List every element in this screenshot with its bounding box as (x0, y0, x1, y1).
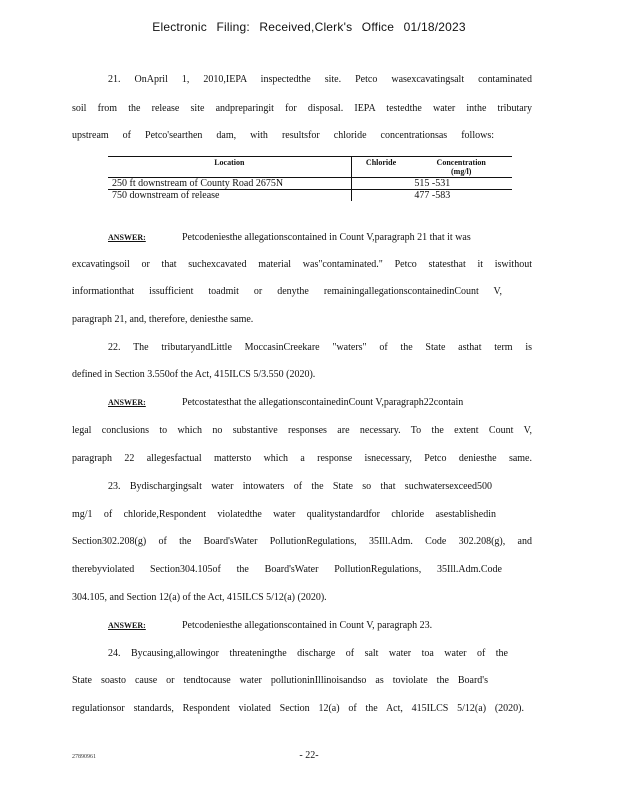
para24-line3: regulationsor standards, Respondent violated Section 12(a) of the Act, 415ILCS 5/12(a) (2020). (72, 703, 524, 714)
answer22-text: Petcostatesthat the allegationscontainedinCount V,paragraph22contain (182, 397, 464, 408)
para23-line4: therebyviolated Section304.105of the Board'sWater PollutionRegulations, 35Ill.Adm.Code (72, 564, 502, 575)
table-header-chloride: Chloride (351, 157, 410, 178)
para23-line3: Section302.208(g) of the Board'sWater PollutionRegulations, 35Ill.Adm. Code 302.208(g), and (72, 536, 532, 547)
answer-label: ANSWER: (108, 233, 146, 242)
concentration-unit: (mg/l) (450, 167, 472, 176)
filing-stamp-header: Electronic Filing: Received,Clerk's Office 01/18/2023 (152, 20, 466, 34)
answer23-text: Petcodeniesthe allegationscontained in Count V, paragraph 23. (182, 620, 433, 631)
answer-label: ANSWER: (108, 398, 146, 407)
table-header-location: Location (108, 157, 351, 178)
para22-line1: 22. The tributaryandLittle MoccasinCreekare "waters" of the State asthat term is (108, 342, 532, 353)
answer21-text: Petcodeniesthe allegationscontained in Count V,paragraph 21 that it was (182, 232, 471, 243)
table-cell-concentration: 515 -531 (414, 178, 451, 189)
table-row (108, 178, 512, 190)
para24-line2: State soasto cause or tendtocause water pollutioninIllinoisandso as toviolate the Board's (72, 675, 488, 686)
table-row (108, 190, 512, 202)
answer22-line1 (108, 396, 532, 409)
para21-line1: 21. OnApril 1, 2010,IEPA inspectedthe site. Petco wasexcavatingsalt contaminated (108, 74, 532, 85)
para23-line1: 23. Bydischargingsalt water intowaters of the State so that suchwatersexceed500 (108, 481, 492, 492)
answer22-line2: legal conclusions to which no substantive responses are necessary. To the extent Count V, (72, 425, 532, 436)
answer21-line1 (108, 231, 532, 244)
table-cell-location: 250 ft downstream of County Road 2675N (112, 178, 284, 189)
answer21-line3: informationthat issufficient toadmit or denythe remainingallegationscontainedinCount V, (72, 286, 502, 297)
answer23-line1 (108, 619, 532, 632)
answer21-line4: paragraph 21, and, therefore, deniesthe same. (72, 314, 254, 325)
para21-line2: soil from the release site andpreparingit for disposal. IEPA testedthe water inthe tributary (72, 103, 532, 114)
para22-line2: defined in Section 3.550of the Act, 415ILCS 5/3.550 (2020). (72, 369, 316, 380)
table-cell-chloride (351, 190, 410, 202)
table-cell-concentration: 477 -583 (410, 190, 512, 202)
para24-line1: 24. Bycausing,allowingor threateningthe discharge of salt water toa water of the (108, 648, 508, 659)
answer21-line2: excavatingsoil or that suchexcavated material was"contaminated." Petco statesthat it iswithout (72, 259, 532, 270)
para23-line5: 304.105, and Section 12(a) of the Act, 415ILCS 5/12(a) (2020). (72, 592, 327, 603)
answer-label: ANSWER: (108, 621, 146, 630)
table-cell-location: 750 downstream of release (108, 190, 351, 202)
chloride-table (108, 156, 512, 201)
document-id: 27890961 (72, 754, 96, 760)
table-cell-chloride (351, 178, 410, 190)
para21-line3: upstream of Petco'searthen dam, with resultsfor chloride concentrationsas follows: (72, 130, 494, 141)
table-header-concentration (410, 157, 512, 178)
concentration-label: Concentration (436, 158, 486, 167)
answer22-line3: paragraph 22 allegesfactual mattersto which a response isnecessary, Petco deniesthe same. (72, 453, 532, 464)
para23-line2: mg/1 of chloride,Respondent violatedthe water qualitystandardfor chloride asestablishedin (72, 509, 496, 520)
page-number: - 22- (299, 750, 319, 761)
